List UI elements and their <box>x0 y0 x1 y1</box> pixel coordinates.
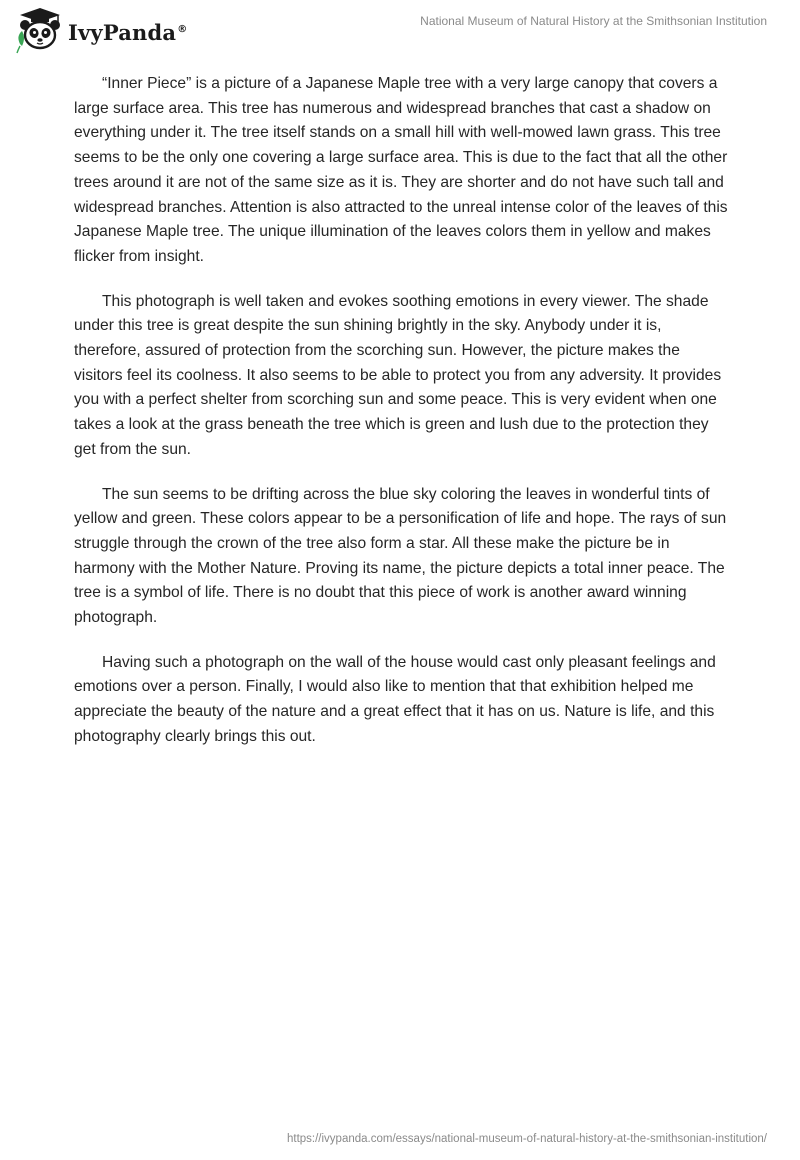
essay-paragraph: This photograph is well taken and evokes soothing emotions in every viewer. The shade under this tree is great despite the sun shining brightly in the sky. Anybody under it is, therefore, assured of protection from the scorching sun. However, the picture makes the visitors feel its coolness. It also seems to be able to protect you from any adversity. It provides you with a perfect shelter from scorching sun and some peace. This is very evident when one takes a look at the grass beneath the tree which is green and lush due to the protection they get from the sun. <box>74 292 722 458</box>
essay-paragraph: Having such a photograph on the wall of the house would cast only pleasant feelings and emotions over a person. Finally, I would also like to mention that that exhibition helped me appreciate the beauty of the nature and a great effect that it has on us. Nature is life, and this photography clearly brings this out. <box>74 653 716 745</box>
document-title: National Museum of Natural History at the Smithsonian Institution <box>420 14 767 28</box>
registered-mark: ® <box>177 23 188 35</box>
panda-graduate-icon <box>14 6 66 54</box>
essay-paragraph: “Inner Piece” is a picture of a Japanese Maple tree with a very large canopy that covers a large surface area. This tree has numerous and widespread branches that cast a shadow on everything under it. The tree itself stands on a small hill with well-mowed lawn grass. This tree seems to be the only one covering a large surface area. This is due to the fact that all the other trees around it are not of the same size as it is. They are shorter and do not have such tall and widespread branches. Attention is also attracted to the unreal intense color of the leaves of this Japanese Maple tree. The unique illumination of the leaves colors them in yellow and makes flicker from insight. <box>74 75 728 265</box>
brand-name: IvyPanda <box>68 19 177 45</box>
ivypanda-logo[interactable] <box>14 6 187 54</box>
logo-text <box>68 20 187 45</box>
source-url-link[interactable]: https://ivypanda.com/essays/national-museum-of-natural-history-at-the-smithsonian-institution/ <box>286 1133 767 1145</box>
essay-paragraph: The sun seems to be drifting across the blue sky coloring the leaves in wonderful tints of yellow and green. These colors appear to be a personification of life and hope. The rays of sun struggle through the crown of the tree also form a star. All these make the picture be in harmony with the Mother Nature. Proving its name, the picture depicts a total inner peace. The tree is a symbol of life. There is no doubt that this piece of work is another award winning photograph. <box>74 485 727 627</box>
page-header <box>0 0 800 60</box>
essay-body <box>74 72 728 770</box>
